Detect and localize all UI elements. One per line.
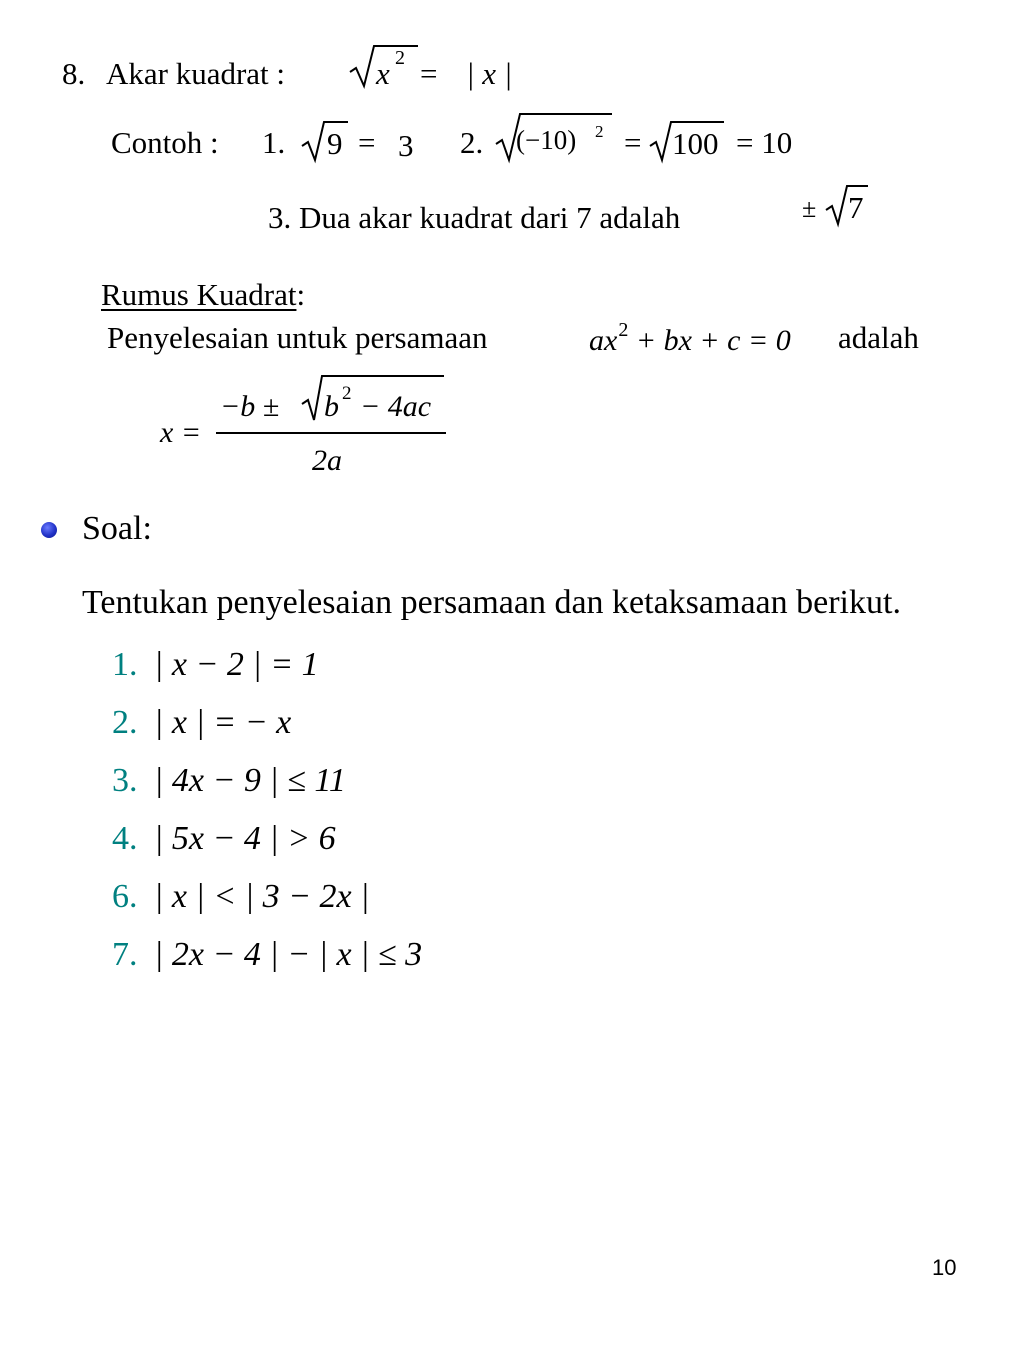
abs-x-result: | x | <box>466 56 513 91</box>
soal-instruction: Tentukan penyelesaian persamaan dan ketaksamaan berikut. <box>82 584 901 621</box>
exponent: 2 <box>618 319 629 341</box>
term-ax: ax <box>589 324 618 357</box>
exponent: 2 <box>595 122 604 141</box>
section-title: Akar kuadrat : <box>106 56 286 91</box>
soal-item <box>112 880 369 914</box>
soal-item-expression: | 4x − 9 | ≤ 11 <box>154 762 346 799</box>
numerator-rest: − 4ac <box>360 390 432 423</box>
exponent: 2 <box>395 47 405 69</box>
soal-item <box>112 822 336 856</box>
numerator-prefix: −b ± <box>220 390 280 423</box>
bullet-icon <box>41 522 57 538</box>
example-3-text: 3. Dua akar kuadrat dari 7 adalah <box>268 200 681 235</box>
soal-item-number: 2. <box>112 704 138 741</box>
fraction-bar <box>216 432 446 434</box>
example-1-number: 1. <box>262 125 286 160</box>
rumus-after: adalah <box>838 320 919 355</box>
rumus-heading-text: Rumus Kuadrat <box>101 277 297 312</box>
equals-sign: = <box>420 56 438 91</box>
soal-item-expression: | x − 2 | = 1 <box>154 646 319 683</box>
equals-sign: = <box>358 125 376 160</box>
radicand: x <box>376 56 390 91</box>
radicand: 100 <box>672 126 719 161</box>
example-1-result: 3 <box>398 128 414 163</box>
radicand: 7 <box>848 190 864 225</box>
rumus-heading <box>101 279 305 310</box>
soal-item-number: 3. <box>112 762 138 799</box>
soal-item-number: 4. <box>112 820 138 857</box>
quadratic-equation <box>589 319 791 357</box>
example-2-result: = 10 <box>736 125 793 160</box>
soal-label: Soal: <box>82 510 152 547</box>
rumus-heading-colon: : <box>296 277 306 312</box>
soal-item <box>112 938 422 972</box>
soal-item-number: 7. <box>112 936 138 973</box>
equals-sign: = <box>624 125 642 160</box>
soal-item-expression: | x | = − x <box>154 704 292 741</box>
soal-item-expression: | 2x − 4 | − | x | ≤ 3 <box>154 936 423 973</box>
quadratic-formula-fraction <box>216 370 448 480</box>
radicand: (−10) <box>516 125 577 155</box>
section-number: 8. <box>62 56 86 91</box>
numerator-exponent: 2 <box>342 383 352 404</box>
plus-minus: ± <box>802 194 817 223</box>
soal-item-number: 6. <box>112 878 138 915</box>
contoh-label: Contoh : <box>111 125 219 160</box>
soal-item <box>112 648 319 682</box>
soal-item-number: 1. <box>112 646 138 683</box>
denominator: 2a <box>312 444 342 477</box>
soal-item-expression: | 5x − 4 | > 6 <box>154 820 336 857</box>
rumus-intro: Penyelesaian untuk persamaan <box>107 320 488 355</box>
soal-item <box>112 764 346 798</box>
equation-rest: + bx + c = 0 <box>635 324 791 357</box>
page-number: 10 <box>932 1255 957 1280</box>
radicand: 9 <box>327 126 343 161</box>
soal-item-expression: | x | < | 3 − 2x | <box>154 878 370 915</box>
numerator-b: b <box>324 390 339 423</box>
formula-lhs: x = <box>160 416 202 449</box>
soal-item <box>112 706 291 740</box>
example-2-number: 2. <box>460 125 484 160</box>
